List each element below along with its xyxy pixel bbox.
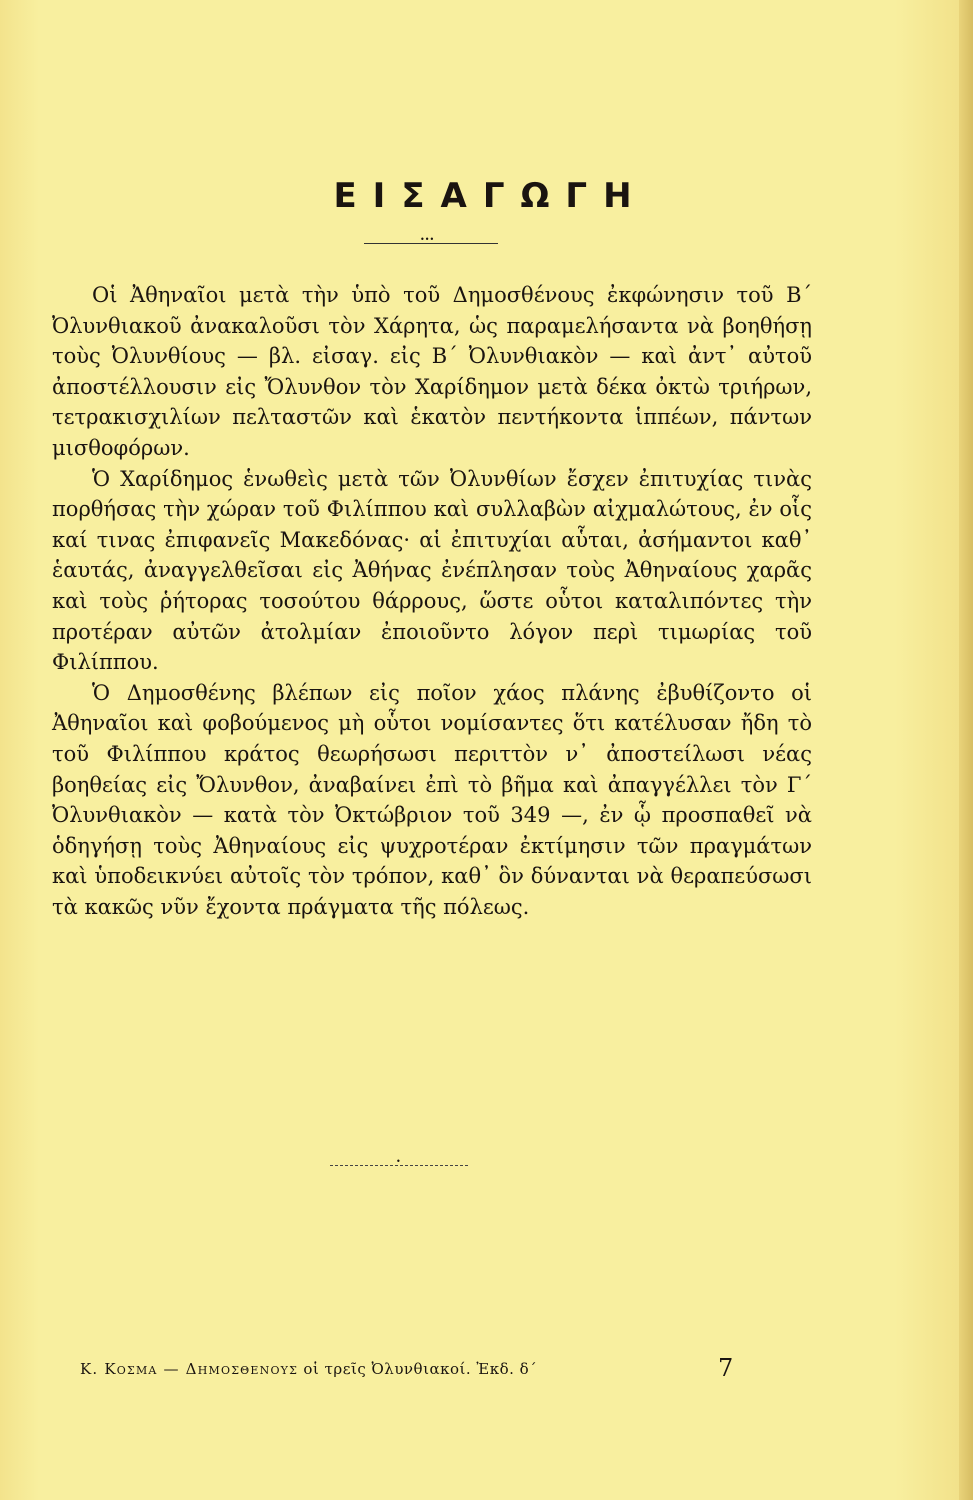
paragraph-3-text: Ὁ Δημοσθένης βλέπων εἰς ποῖον χάος πλάνης ἐβυθίζοντο οἱ Ἀθηναῖοι καὶ φοβούμενος μὴ οὗτοι νομίσαντες ὅτι κατέλυσαν ἤδη τὸ τοῦ Φιλίππου κράτος θεωρήσωσι περιττὸν ν᾽ ἀποστείλωσι νέας βοηθείας εἰς Ὄλυνθον, ἀναβαίνει ἐπὶ τὸ βῆμα καὶ ἀπαγγέλλει τὸν Γ΄ Ὀλυνθιακὸν — κατὰ τὸν Ὀκτώβριον τοῦ 349 —, ἐν ᾧ προσπαθεῖ νὰ ὁδηγήσῃ τοὺς Ἀθηναίους εἰς ψυχροτέραν ἐκτίμησιν τῶν πραγμάτων καὶ ὑποδεικνύει αὐτοῖς τὸν τρόπον, καθ᾽ ὃν δύνανται νὰ θεραπεύσωσι τὰ κακῶς νῦν ἔχοντα πράγματα τῆς πόλεως. xyxy=(52,680,812,919)
page-number: 7 xyxy=(718,1354,734,1382)
page-edge-shadow xyxy=(959,0,973,1500)
end-ornament-rule xyxy=(330,1165,468,1166)
paragraph-2-text: Ὁ Χαρίδημος ἑνωθεὶς μετὰ τῶν Ὀλυνθίων ἔσχεν ἐπιτυχίας τινὰς πορθήσας τὴν χώραν τοῦ Φιλίππου καὶ συλλαβὼν αἰχμαλώτους, ἐν οἷς καί τινας ἐπιφανεῖς Μακεδόνας· αἱ ἐπιτυχίαι αὗται, ἀσήμαντοι καθ᾽ ἑαυτάς, ἀναγγελθεῖσαι εἰς Ἀθήνας ἐνέπλησαν τοὺς Ἀθηναίους χαρᾶς καὶ τοὺς ῥήτορας τοσούτου θάρρους, ὥστε οὗτοι καταλιπόντες τὴν προτέραν αὐτῶν ἀτολμίαν ἐποιοῦντο λόγον περὶ τιμωρίας τοῦ Φιλίππου. xyxy=(52,466,812,675)
paragraph-1-text: Οἱ Ἀθηναῖοι μετὰ τὴν ὑπὸ τοῦ Δημοσθένους ἐκφώνησιν τοῦ Β΄ Ὀλυνθιακοῦ ἀνακαλοῦσι τὸν Χάρητα, ὡς παραμελήσαντα νὰ βοηθήσῃ τοὺς Ὀλυνθίους — βλ. εἰσαγ. εἰς Β΄ Ὀλυνθιακὸν — καὶ ἀντ᾽ αὐτοῦ ἀποστέλλουσιν εἰς Ὄλυνθον τὸν Χαρίδημον μετὰ δέκα ὀκτὼ τριήρων, τετρακισχιλίων πελταστῶν καὶ ἑκατὸν πεντήκοντα ἱππέων, πάντων μισθοφόρων. xyxy=(52,283,812,460)
chapter-title: ΕΙΣΑΓΩΓΗ xyxy=(333,176,648,216)
footer-book-title: οἱ τρεῖς Ὀλυνθιακοί. Ἐκδ. δ΄ xyxy=(303,1360,538,1378)
paragraph-3 xyxy=(52,678,812,923)
footer-author: Κ. Κοσμα — Δημοσθενους xyxy=(80,1360,299,1378)
paragraph-2 xyxy=(52,464,812,678)
paragraph-1 xyxy=(52,280,812,464)
footer-signature xyxy=(80,1360,770,1378)
title-ornament-rule xyxy=(364,243,498,244)
body-text xyxy=(52,280,812,922)
